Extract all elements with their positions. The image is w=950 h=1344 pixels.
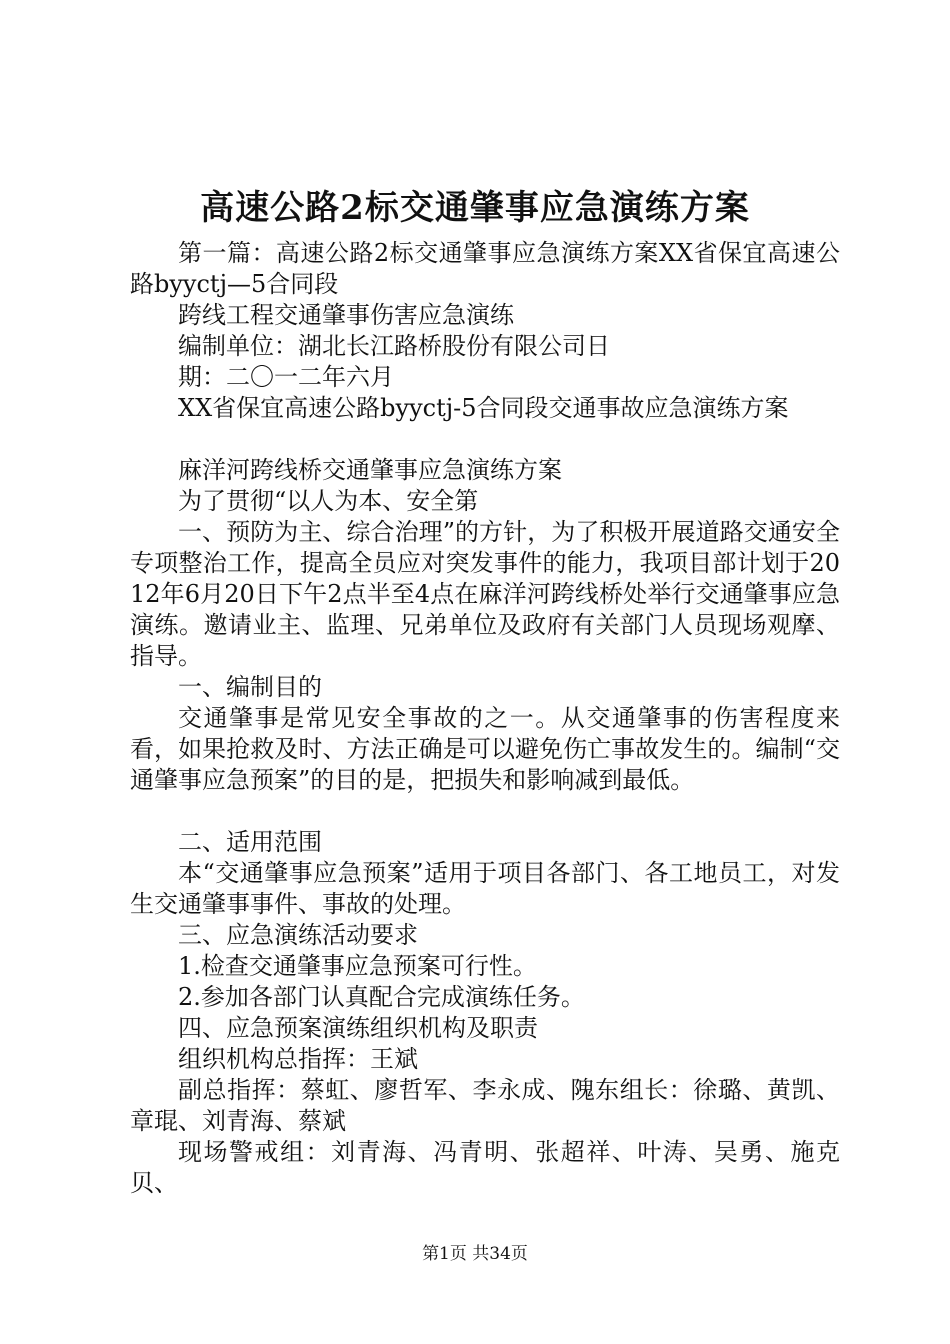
paragraph: 现场警戒组：刘青海、冯青明、张超祥、叶涛、吴勇、施克贝、	[130, 1138, 840, 1197]
page-footer: 第1页 共34页	[422, 1244, 528, 1264]
paragraph: 本“交通肇事应急预案”适用于项目各部门、各工地员工，对发生交通肇事事件、事故的处理。	[130, 859, 840, 918]
paragraph: 组织机构总指挥：王斌	[178, 1045, 418, 1073]
paragraph: 交通肇事是常见安全事故的之一。从交通肇事的伤害程度来看，如果抢救及时、方法正确是可以避免伤亡事故发生的。编制“交通肇事应急预案”的目的是，把损失和影响减到最低。	[130, 704, 840, 794]
paragraph: 编制单位：湖北长江路桥股份有限公司日	[178, 332, 610, 360]
paragraph: 麻洋河跨线桥交通肇事应急演练方案	[178, 456, 562, 484]
paragraph: 副总指挥：蔡虹、廖哲军、李永成、隗东组长：徐璐、黄凯、章琨、刘青海、蔡斌	[130, 1076, 840, 1135]
section-heading: 二、适用范围	[178, 828, 322, 856]
document-title: 高速公路2标交通肇事应急演练方案	[200, 188, 750, 228]
document-body	[130, 238, 840, 1199]
paragraph: 期：二〇一二年六月	[178, 363, 394, 391]
list-item: 2.参加各部门认真配合完成演练任务。	[178, 983, 585, 1011]
section-heading: 四、应急预案演练组织机构及职责	[178, 1014, 538, 1042]
list-item: 1.检查交通肇事应急预案可行性。	[178, 952, 537, 980]
blank-line	[130, 796, 840, 827]
paragraph: 第一篇：高速公路2标交通肇事应急演练方案XX省保宜高速公路byyctj—5合同段	[130, 239, 840, 298]
paragraph: 为了贯彻“以人为本、安全第	[178, 487, 479, 515]
paragraph: XX省保宜高速公路byyctj-5合同段交通事故应急演练方案	[178, 394, 789, 422]
section-heading: 三、应急演练活动要求	[178, 921, 418, 949]
section-heading: 一、编制目的	[178, 673, 322, 701]
paragraph: 一、预防为主、综合治理”的方针，为了积极开展道路交通安全专项整治工作，提高全员应对突发事件的能力，我项目部计划于2012年6月20日下午2点半至4点在麻洋河跨线桥处举行交通肇事应急演练。邀请业主、监理、兄弟单位及政府有关部门人员现场观摩、指导。	[130, 518, 840, 670]
paragraph: 跨线工程交通肇事伤害应急演练	[178, 301, 514, 329]
blank-line	[130, 424, 840, 455]
